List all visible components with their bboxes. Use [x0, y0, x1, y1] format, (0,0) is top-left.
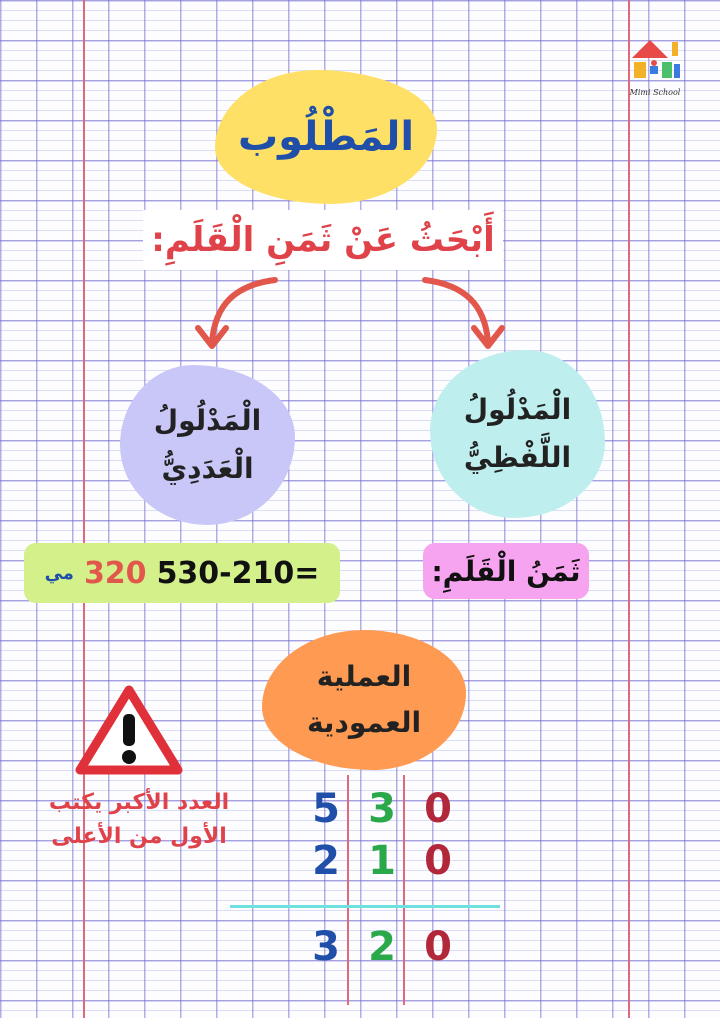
digit: 1 — [368, 838, 396, 884]
title-blob — [215, 70, 437, 204]
digit: 3 — [312, 924, 340, 970]
rule-note — [24, 780, 254, 860]
digit: 0 — [424, 838, 452, 884]
equation-unit: مي — [44, 562, 74, 584]
digit: 5 — [312, 786, 340, 832]
numeric-meaning-blob — [120, 365, 295, 525]
equation-box — [24, 543, 340, 603]
arrows — [180, 270, 540, 360]
rule-note-line1: العدد الأكبر يكتب — [48, 790, 230, 815]
verbal-meaning-line2: اللَّفْظِيُّ — [463, 441, 572, 474]
sum-line — [230, 905, 500, 908]
operation-result-row — [308, 923, 456, 971]
digit: 0 — [424, 786, 452, 832]
digit: 2 — [368, 924, 396, 970]
rule-note-line2: الأول من الأعلى — [51, 824, 227, 849]
digit: 2 — [312, 838, 340, 884]
operation-row-1 — [308, 785, 456, 833]
vertical-operation — [230, 775, 510, 1010]
numeric-meaning-line1: الْمَدْلُولُ — [153, 404, 262, 437]
verbal-meaning-blob — [430, 350, 605, 518]
operation-line1: العملية — [316, 660, 412, 693]
vertical-operation-blob — [262, 630, 466, 770]
operation-line2: العمودية — [306, 706, 422, 739]
margin-line-left — [83, 0, 85, 1018]
page-title: المَطْلُوب — [237, 114, 415, 160]
margin-line-right — [628, 0, 630, 1018]
verbal-meaning-line1: الْمَدْلُولُ — [463, 393, 572, 426]
numeric-meaning-line2: الْعَدَدِيُّ — [161, 452, 254, 485]
pen-price-label: ثَمَنُ الْقَلَمِ: — [423, 543, 589, 599]
operation-row-2 — [308, 837, 456, 885]
question-text: أَبْحَثُ عَنْ ثَمَنِ الْقَلَمِ: — [143, 210, 503, 270]
equation-result: 320 — [83, 555, 147, 591]
equation-expression: 530-210= — [156, 555, 320, 591]
warning-triangle-icon — [74, 684, 184, 780]
house-logo-icon — [626, 36, 684, 96]
logo-text: Mimi School — [629, 88, 681, 97]
digit: 3 — [368, 786, 396, 832]
digit: 0 — [424, 924, 452, 970]
